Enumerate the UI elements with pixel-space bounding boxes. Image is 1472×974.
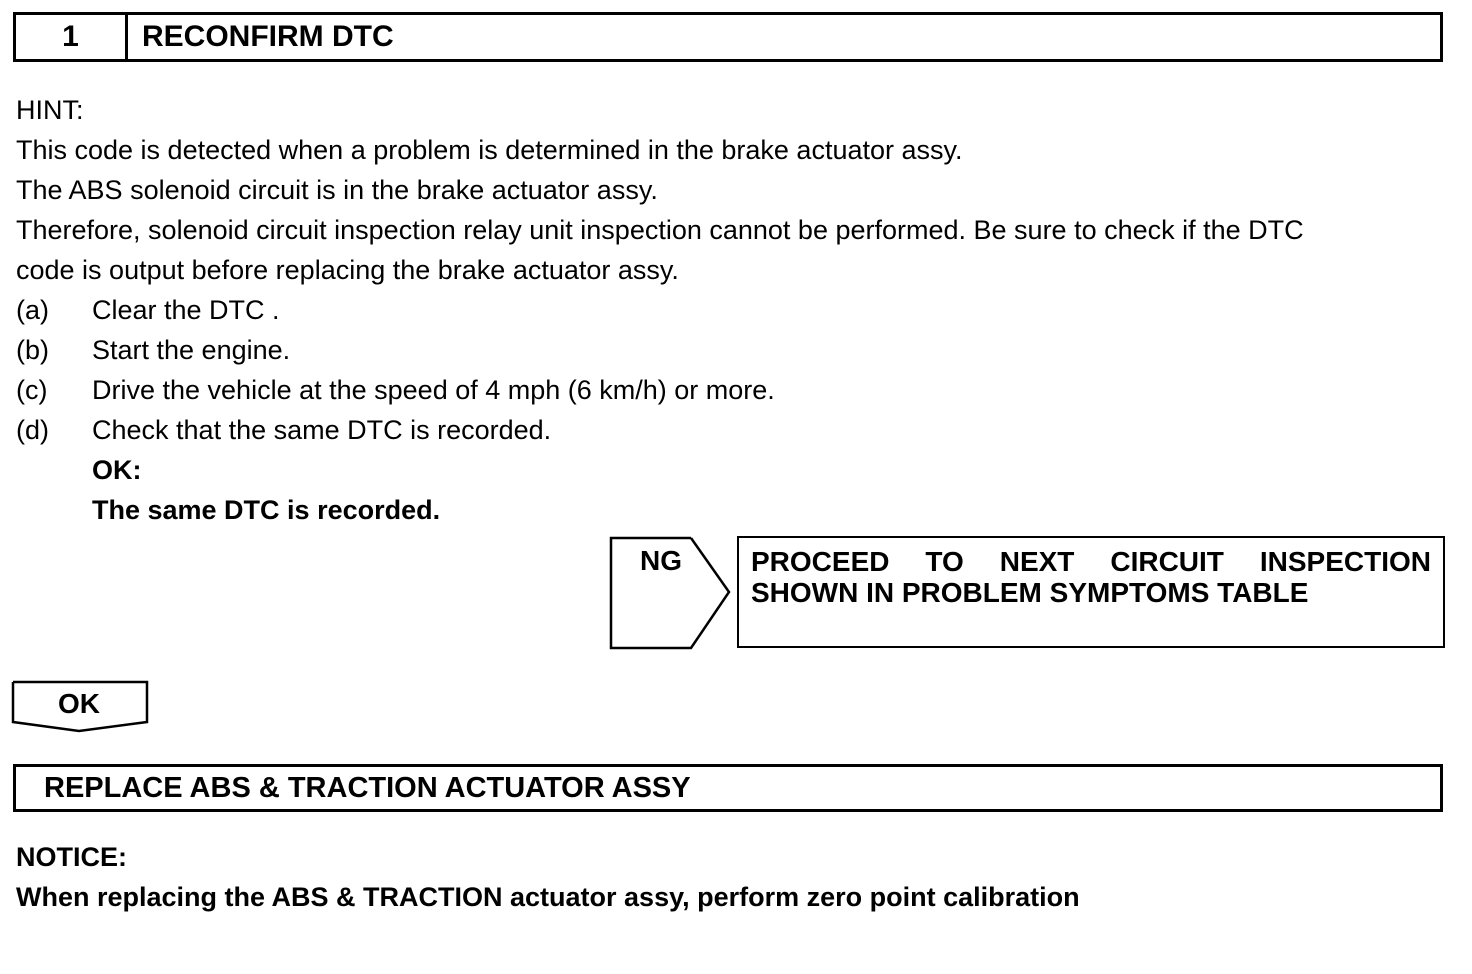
step-number: 1	[16, 15, 128, 59]
next-step-box: REPLACE ABS & TRACTION ACTUATOR ASSY	[13, 764, 1443, 812]
ng-word: NEXT	[999, 546, 1075, 577]
ng-label: NG	[640, 545, 682, 576]
step-d-text: Check that the same DTC is recorded.	[92, 415, 552, 445]
step-b-text: Start the engine.	[92, 335, 291, 365]
ng-word: CIRCUIT	[1110, 546, 1224, 577]
step-title: RECONFIRM DTC	[142, 20, 394, 53]
ng-result-line-1	[751, 546, 1431, 577]
step-c	[16, 370, 1456, 410]
step-header	[13, 12, 1443, 62]
hint-line-3: Therefore, solenoid circuit inspection relay unit inspection cannot be performed. Be sure to check if the DTC	[16, 215, 1304, 245]
step-c-text: Drive the vehicle at the speed of 4 mph (6 km/h) or more.	[92, 375, 775, 405]
ng-word: TO	[925, 546, 964, 577]
ok-condition-text: The same DTC is recorded.	[92, 495, 441, 525]
procedure-body	[16, 90, 1456, 530]
notice-text: When replacing the ABS & TRACTION actuator assy, perform zero point calibration	[16, 882, 1080, 912]
ok-label: OK	[58, 688, 100, 719]
step-d-label: (d)	[16, 415, 49, 445]
notice	[16, 837, 1080, 917]
hint-label: HINT:	[16, 95, 84, 125]
step-c-label: (c)	[16, 375, 48, 405]
ng-result-box	[737, 536, 1445, 648]
step-b-label: (b)	[16, 335, 49, 365]
notice-label: NOTICE:	[16, 842, 127, 872]
hint-line-4: code is output before replacing the brake actuator assy.	[16, 255, 679, 285]
hint-line-1: This code is detected when a problem is determined in the brake actuator assy.	[16, 135, 963, 165]
step-b	[16, 330, 1456, 370]
step-a-text: Clear the DTC .	[92, 295, 280, 325]
step-a-label: (a)	[16, 295, 49, 325]
hint-line-2: The ABS solenoid circuit is in the brake actuator assy.	[16, 175, 658, 205]
ok-condition-label: OK:	[92, 455, 142, 485]
step-a	[16, 290, 1456, 330]
ng-word: INSPECTION	[1259, 546, 1431, 577]
ng-result-line-2: SHOWN IN PROBLEM SYMPTOMS TABLE	[751, 577, 1309, 608]
ng-word: PROCEED	[751, 546, 890, 577]
step-d	[16, 410, 1456, 450]
